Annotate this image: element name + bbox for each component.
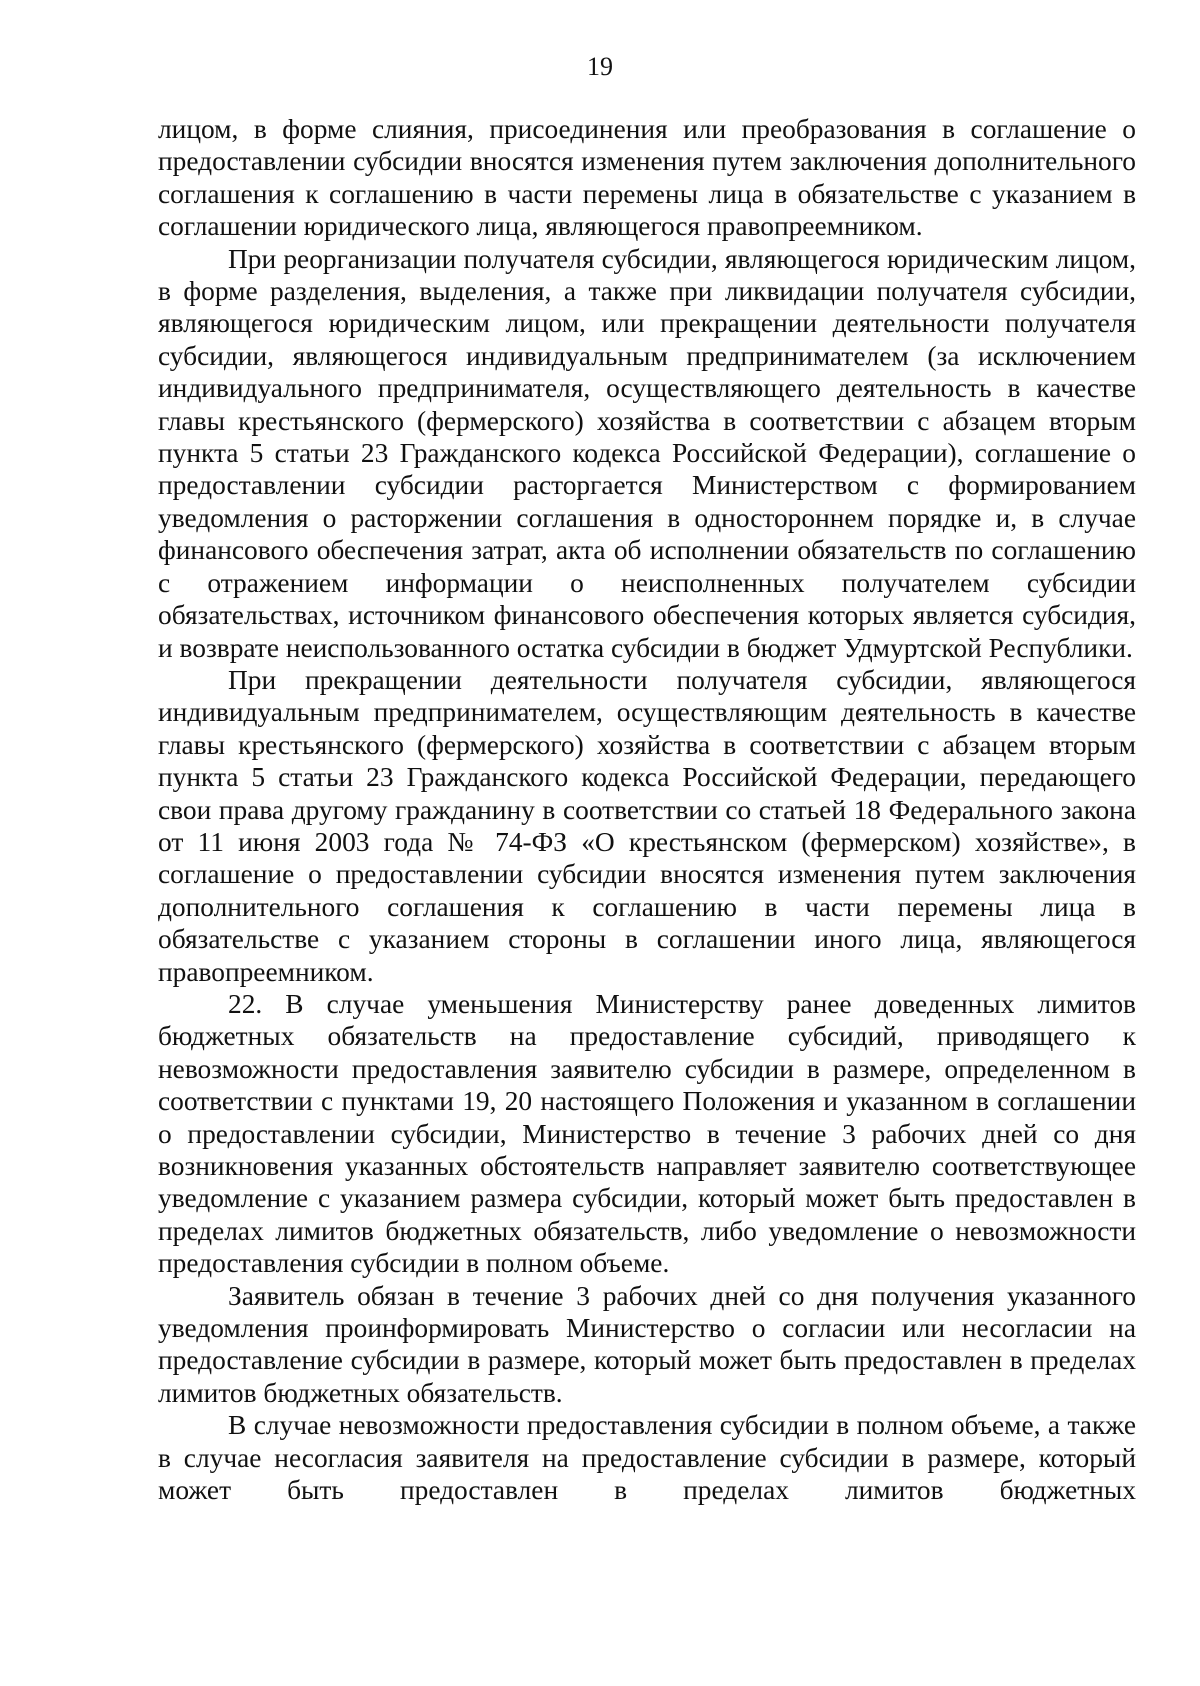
paragraph-termination-farmer: При прекращении деятельности получателя субсидии, являющегося индивидуальным предпринимателем, осуществляющим деятельность в качестве главы крестьянского (фермерского) хозяйства в соответствии с абзацем вторым пункта 5 статьи 23 Гражданского кодекса Российской Федерации, передающего свои права другому гражданину в соответствии со статьей 18 Федерального закона от 11 июня 2003 года № 74-ФЗ «О крестьянском (фермерском) хозяйстве», в соглашение о предоставлении субсидии вносятся изменения путем заключения дополнительного соглашения к соглашению в части перемены лица в обязательстве с указанием стороны в соглашении иного лица, являющегося правопреемником. bbox=[158, 664, 1136, 987]
paragraph-reorganization-separation: При реорганизации получателя субсидии, являющегося юридическим лицом, в форме разделения, выделения, а также при ликвидации получателя субсидии, являющегося юридическим лицом, или прекращении деятельности получателя субсидии, являющегося индивидуальным предпринимателем (за исключением индивидуального предпринимателя, осуществляющего деятельность в качестве главы крестьянского (фермерского) хозяйства в соответствии с абзацем вторым пункта 5 статьи 23 Гражданского кодекса Российской Федерации), соглашение о предоставлении субсидии расторгается Министерством с формированием уведомления о расторжении соглашения в одностороннем порядке и, в случае финансового обеспечения затрат, акта об исполнении обязательств по соглашению с отражением информации о неисполненных получателем субсидии обязательствах, источником финансового обеспечения которых является субсидия, и возврате неиспользованного остатка субсидии в бюджет Удмуртской Республики. bbox=[158, 243, 1136, 663]
paragraph-applicant-obligation: Заявитель обязан в течение 3 рабочих дней со дня получения указанного уведомления проинформировать Министерство о согласии или несогласии на предоставление субсидии в размере, который может быть предоставлен в пределах лимитов бюджетных обязательств. bbox=[158, 1280, 1136, 1408]
paragraph-impossibility: В случае невозможности предоставления субсидии в полном объеме, а также в случае несогласия заявителя на предоставление субсидии в размере, который может быть предоставлен в пределах лимитов бюджетных bbox=[158, 1410, 1136, 1506]
document-body bbox=[158, 113, 1136, 1506]
page-number: 19 bbox=[587, 52, 613, 81]
paragraph-clause-22: 22. В случае уменьшения Министерству ранее доведенных лимитов бюджетных обязательств на предоставление субсидий, приводящего к невозможности предоставления заявителю субсидии в размере, определенном в соответствии с пунктами 19, 20 настоящего Положения и указанном в соглашении о предоставлении субсидии, Министерство в течение 3 рабочих дней со дня возникновения указанных обстоятельств направляет заявителю соответствующее уведомление с указанием размера субсидии, который может быть предоставлен в пределах лимитов бюджетных обязательств, либо уведомление о невозможности предоставления субсидии в полном объеме. bbox=[158, 988, 1136, 1279]
paragraph-continuation: лицом, в форме слияния, присоединения или преобразования в соглашение о предоставлении субсидии вносятся изменения путем заключения дополнительного соглашения к соглашению в части перемены лица в обязательстве с указанием в соглашении юридического лица, являющегося правопреемником. bbox=[158, 114, 1136, 242]
